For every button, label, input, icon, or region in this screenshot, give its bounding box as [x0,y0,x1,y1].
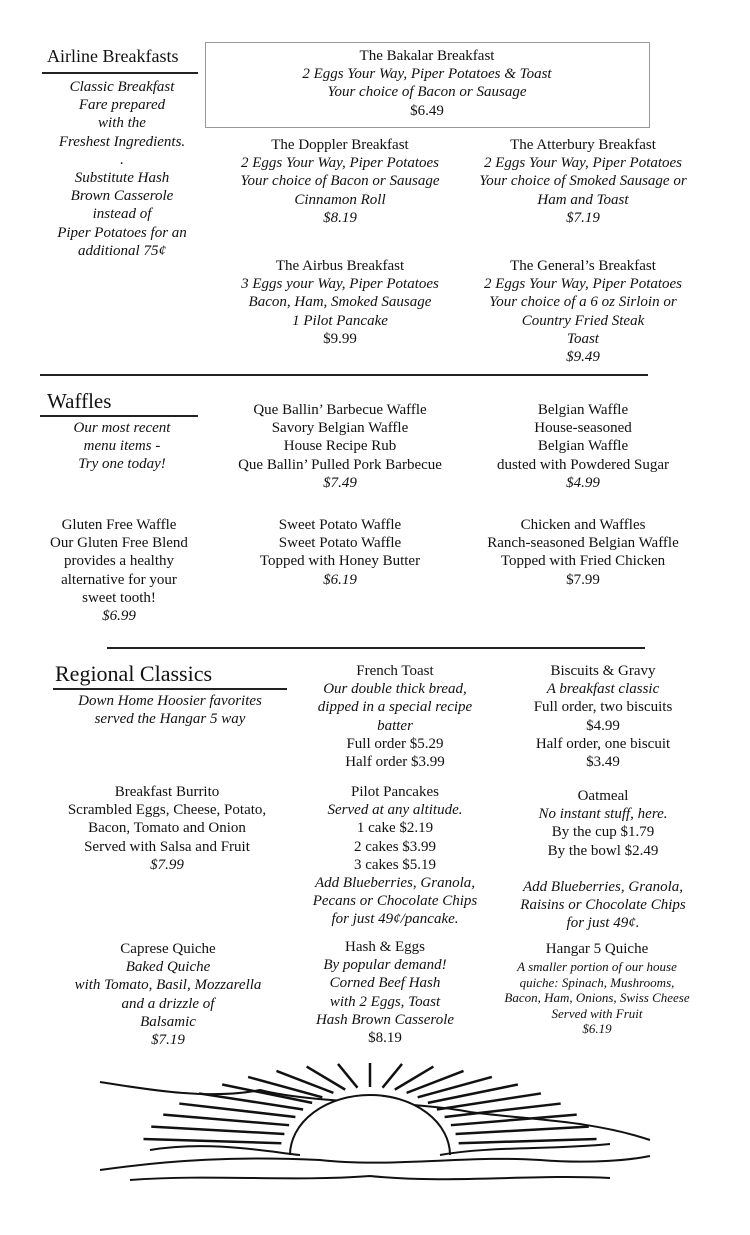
item-description: Your choice of a 6 oz Sirloin or [489,294,677,311]
item-description: dipped in a special recipe [317,699,473,716]
menu-item-sweet-potato [210,516,470,589]
sun-ray [307,1067,346,1090]
item-description: A smaller portion of our house [517,959,677,974]
item-description: for just 49¢/pancake. [331,911,459,928]
menu-item-general [453,257,713,366]
item-description: Ranch-seasoned Belgian Waffle [487,535,679,552]
item-name: Belgian Waffle [537,402,629,418]
item-name: Gluten Free Waffle [61,517,177,533]
item-description: Baked Quiche [125,959,211,976]
item-name: Chicken and Waffles [520,517,646,533]
description-line: menu items - [83,438,161,455]
divider [107,647,645,649]
item-description: Full order, two biscuits [533,699,673,716]
item-name: Biscuits & Gravy [550,663,656,679]
section-title-regional: Regional Classics [55,661,213,686]
section-underline [40,415,198,417]
item-description: Scrambled Eggs, Cheese, Potato, [67,802,267,819]
item-description: alternative for your [61,571,177,588]
item-description [473,860,733,878]
item-price: $7.99 [566,571,600,588]
description-line: Our most recent [73,420,171,436]
item-name: Sweet Potato Waffle [278,517,402,533]
item-description: Served with Fruit [551,1005,643,1021]
section-underline [42,72,198,74]
item-price: $6.19 [323,571,357,588]
item-description: dusted with Powdered Sugar [496,456,670,473]
item-description: House-seasoned [534,420,632,437]
sun-ray [395,1067,434,1090]
item-price: $6.19 [582,1021,612,1036]
item-name: The Bakalar Breakfast [359,48,495,64]
item-description: Your choice of Smoked Sausage or [479,173,687,190]
item-description: Savory Belgian Waffle [271,420,409,437]
item-description: 2 Eggs Your Way, Piper Potatoes [483,155,683,172]
menu-item-doppler [210,136,470,227]
item-description: Topped with Fried Chicken [500,553,666,570]
item-description: Balsamic [140,1013,196,1030]
item-description: 2 Eggs Your Way, Piper Potatoes [483,276,683,293]
item-price: $9.99 [323,330,357,347]
item-description: Served with Salsa and Fruit [84,838,250,855]
item-price: $7.19 [566,209,600,226]
item-name: The General’s Breakfast [510,258,656,274]
item-price: $8.19 [368,1030,402,1047]
description-line: with the [98,115,146,132]
item-description: Add Blueberries, Granola, [523,878,683,895]
section-description-regional [40,692,300,728]
item-description: Topped with Honey Butter [259,553,421,570]
item-description: Bacon, Ham, Onions, Swiss Cheese [504,990,690,1005]
item-price: $4.99 [566,474,600,491]
item-description: provides a healthy [64,553,174,570]
item-name: Caprese Quiche [120,941,216,957]
sun-ray [143,1139,281,1143]
item-description: Ham and Toast [537,191,629,208]
description-line: . [120,151,124,168]
section-title-airline: Airline Breakfasts [47,46,179,66]
menu-item-bakalar [227,47,627,120]
menu-item-atterbury [453,136,713,227]
description-line: additional 75¢ [78,242,166,259]
item-price: $9.49 [566,349,600,366]
menu-item-burrito [37,783,297,874]
item-description: A breakfast classic [546,681,660,698]
item-price: By the cup $1.79 [551,824,655,841]
item-description: 2 Eggs Your Way, Piper Potatoes [240,155,440,172]
item-price: Full order $5.29 [346,735,444,752]
item-description: Hash Brown Casserole [315,1011,455,1028]
item-price: $3.49 [586,754,620,771]
description-line: Brown Casserole [70,188,174,205]
item-price: $6.99 [102,608,136,625]
item-price: $6.49 [410,102,444,119]
menu-item-airbus [210,257,470,348]
item-description: Our double thick bread, [323,681,467,698]
item-price: 1 cake $2.19 [356,820,434,837]
item-description: Add Blueberries, Granola, [315,875,475,892]
menu-item-oatmeal [473,787,733,932]
menu-item-belgian [453,401,713,492]
item-description: and a drizzle of [121,995,215,1012]
sun-ray [459,1139,597,1143]
sun-ray [276,1071,333,1093]
description-line: Try one today! [78,456,166,473]
item-description: batter [377,717,413,734]
divider [40,374,648,376]
item-description: for just 49¢. [566,915,640,932]
item-price: Half order $3.99 [345,754,445,771]
description-line: Freshest Ingredients. [58,133,186,150]
item-description: No instant stuff, here. [538,806,668,823]
sun-ray [456,1127,589,1134]
item-description: with 2 Eggs, Toast [329,993,441,1010]
item-name: Hangar 5 Quiche [545,941,649,957]
menu-item-hangar-quiche [467,940,727,1037]
sun-ray [407,1071,464,1093]
item-price: $4.99 [586,717,620,734]
item-description: sweet tooth! [82,589,156,606]
section-description-airline [27,78,217,260]
item-description: Bacon, Ham, Smoked Sausage [248,294,432,311]
item-description: Half order, one biscuit [535,735,671,752]
item-description: 3 Eggs your Way, Piper Potatoes [241,276,439,293]
description-line: Fare prepared [78,97,166,114]
item-description: Our Gluten Free Blend [50,535,188,552]
item-name: Oatmeal [577,788,629,804]
item-description: Your choice of Bacon or Sausage [327,84,527,101]
item-price: 2 cakes $3.99 [353,838,437,855]
item-price: By the bowl $2.49 [547,842,659,859]
sun-ray [338,1064,357,1088]
item-name: The Atterbury Breakfast [510,137,656,153]
section-title-waffles: Waffles [47,389,112,413]
sun-ray [151,1127,284,1134]
item-name: Pilot Pancakes [351,784,439,800]
item-name: French Toast [356,663,434,679]
item-description: Belgian Waffle [537,438,629,455]
sunrise-illustration [90,1060,660,1190]
item-price: $7.49 [323,474,357,491]
item-price: $8.19 [323,209,357,226]
item-price: 3 cakes $5.19 [353,856,437,873]
item-description: House Recipe Rub [283,438,397,455]
description-line: Down Home Hoosier favorites [78,693,262,709]
description-line: Classic Breakfast [69,79,175,95]
menu-item-que-ballin [210,401,470,492]
item-name: Hash & Eggs [345,939,425,955]
menu-item-chicken-waffles [453,516,713,589]
description-line: instead of [92,206,152,223]
item-description: Que Ballin’ Pulled Pork Barbecue [238,456,442,473]
item-name: Breakfast Burrito [114,784,220,800]
item-description: Cinnamon Roll [294,191,386,208]
sun-ray [163,1115,289,1126]
item-description: quiche: Spinach, Mushrooms, [519,974,675,990]
item-description: Raisins or Chocolate Chips [520,897,686,914]
menu-item-biscuits-gravy [473,662,733,771]
item-price: $7.99 [150,856,184,873]
item-description: Your choice of Bacon or Sausage [240,173,440,190]
item-name: Que Ballin’ Barbecue Waffle [253,402,427,418]
item-description: Bacon, Tomato and Onion [88,820,246,837]
item-description: Pecans or Chocolate Chips [312,893,478,910]
item-name: The Airbus Breakfast [275,258,405,274]
item-description: 1 Pilot Pancake [292,312,388,329]
item-description: By popular demand! [323,957,447,974]
item-description: 2 Eggs Your Way, Piper Potatoes & Toast [302,66,552,83]
description-line: Substitute Hash [74,170,170,187]
sun-ray [383,1064,402,1088]
item-description: Sweet Potato Waffle [278,535,402,552]
item-description: Corned Beef Hash [329,975,441,992]
item-price: $7.19 [151,1032,185,1049]
description-line: served the Hangar 5 way [94,711,246,728]
section-underline [53,688,287,690]
sun-ray [418,1077,492,1097]
item-description: Toast [567,330,599,347]
description-line: Piper Potatoes for an [57,224,187,241]
item-name: The Doppler Breakfast [271,137,409,153]
item-description: with Tomato, Basil, Mozzarella [74,977,262,994]
item-description: Served at any altitude. [327,802,463,819]
item-description: Country Fried Steak [521,312,645,329]
